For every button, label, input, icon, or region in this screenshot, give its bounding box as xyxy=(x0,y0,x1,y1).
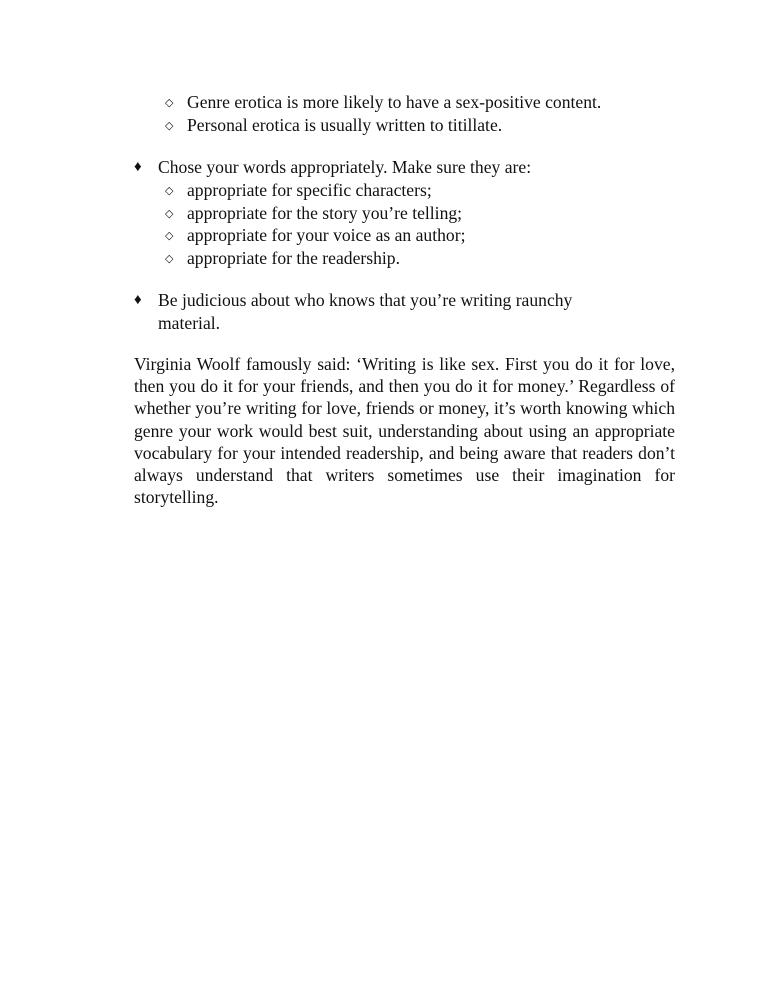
list-item-text: appropriate for the story you’re telling; xyxy=(187,203,463,223)
list-item-text: Genre erotica is more likely to have a sex-positive content. xyxy=(187,92,602,112)
diamond-outline-bullet-icon: ◇ xyxy=(165,208,174,220)
diamond-outline-bullet-icon: ◇ xyxy=(165,253,174,265)
diamond-outline-bullet-icon: ◇ xyxy=(165,185,174,197)
diamond-bullet-icon: ♦ xyxy=(134,292,142,308)
list-item-text: Personal erotica is usually written to titillate. xyxy=(187,115,503,135)
body-paragraph: Virginia Woolf famously said: ‘Writing is like sex. First you do it for love, then you do it for your friends, and then you do it for money.’ Regardless of whether you’re writing for love, friends or money, it’s worth knowing which genre your work would best suit, understanding about using an appropriate vocabulary for your intended readership, and being aware that readers don’t always understand that writers sometimes use their imagination for storytelling. xyxy=(134,354,675,508)
bullet-point-words: Chose your words appropriately. Make sure they are: xyxy=(158,157,532,177)
list-item-text: appropriate for your voice as an author; xyxy=(187,225,466,245)
list-item xyxy=(165,179,432,202)
list-item-text: appropriate for the readership. xyxy=(187,248,400,268)
diamond-outline-bullet-icon: ◇ xyxy=(165,230,174,242)
list-item xyxy=(165,224,465,247)
list-item xyxy=(165,202,462,225)
list-item xyxy=(165,114,502,137)
list-item-text: appropriate for specific characters; xyxy=(187,180,432,200)
list-item xyxy=(165,91,601,114)
list-item xyxy=(165,247,400,270)
diamond-outline-bullet-icon: ◇ xyxy=(165,97,174,109)
diamond-outline-bullet-icon: ◇ xyxy=(165,120,174,132)
bullet-point-judicious: Be judicious about who knows that you’re writing raunchy material. xyxy=(158,290,573,333)
diamond-bullet-icon: ♦ xyxy=(134,159,142,175)
